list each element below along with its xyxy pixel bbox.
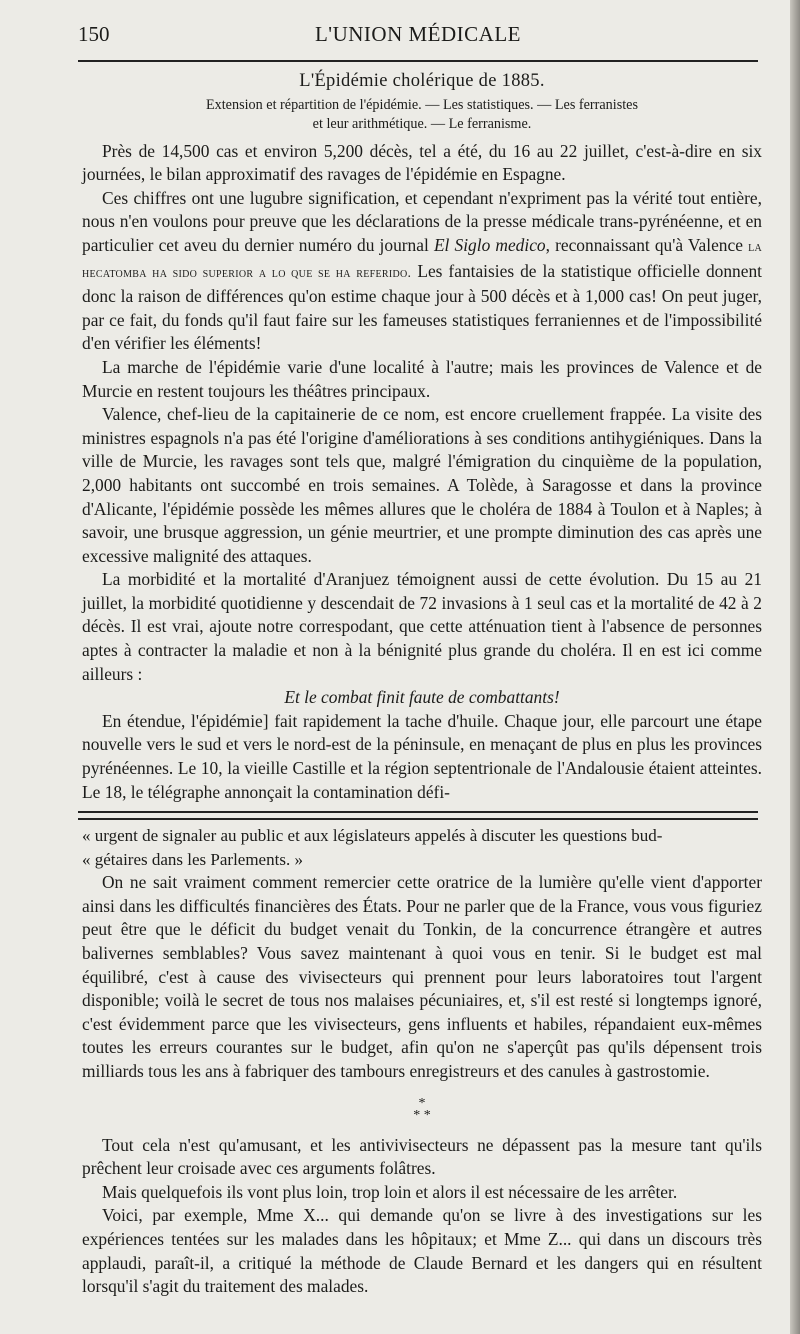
header-rule <box>78 60 758 62</box>
paragraph-4: Valence, chef-lieu de la capitainerie de ce nom, est encore cruellement frappée. La visite des ministres espagnols n'a pas été l'origine d'améliorations à ses conditions antihygiéniques. Dans la ville de Murcie, les ravages sont tels que, malgré l'émigration du cinquième de la population, 2,000 habitants ont succombé en trois semaines. A Tolède, à Saragosse et dans la province d'Alicante, l'épidémie possède les mêmes allures que le choléra de 1884 à Toulon et à Naples; à savoir, une brusque aggression, un génie meurtrier, et une prompte diminution des cas après une excessive malignité des attaques. <box>82 404 762 566</box>
lower-paragraph-3: Mais quelquefois ils vont plus loin, trop loin et alors il est nécessaire de les arrêter. <box>102 1181 678 1202</box>
article-subtitle <box>82 96 762 134</box>
asterism-bottom: * * <box>413 1107 431 1123</box>
paragraph-3: La marche de l'épidémie varie d'une localité à l'autre; mais les provinces de Valence et de Murcie en restent toujours les théâtres principaux. <box>82 356 762 401</box>
page-edge-shadow <box>790 0 800 1334</box>
article-lower <box>82 824 762 1299</box>
journal-name: El Siglo medico <box>433 234 546 255</box>
paragraph-5: La morbidité et la mortalité d'Aranjuez témoignent aussi de cette évolution. Du 15 au 21 juillet, la morbidité quotidienne y descendait de 72 invasions à 1 seul cas et la mortalité de 42 à 2 décès. Il est vrai, ajoute notre correspodant, que cette atténuation tient à l'absence de personnes aptes à contracter la maladie et non à la bénignité plus grande du choléra. Il en est ici comme ailleurs : <box>82 569 762 684</box>
article-upper <box>82 70 762 804</box>
asterism <box>82 1095 762 1123</box>
paragraph-2-a: Ces chiffres ont une lugubre signification, et cependant n'expriment pas la vérité tout entière, nous n'en voulons pour preuve que les déclarations de la presse médicale trans-pyrénéenne, et en particulier cet aveu du dernier numéro du journal <box>82 187 762 255</box>
lower-paragraph-2: Tout cela n'est qu'amusant, et les antivivisecteurs ne dépassent pas la mesure tant qu'ils prêchent leur croisade avec ces arguments folâtres. <box>82 1134 762 1179</box>
verse-quote: Et le combat finit faute de combattants! <box>284 687 560 708</box>
subtitle-line-2: et leur arithmétique. — Le ferranisme. <box>312 115 532 132</box>
spanish-quote: la hecatomba ha sido superior a lo que se ha referido. <box>82 239 762 281</box>
lower-paragraph-1: On ne sait vraiment comment remercier cette oratrice de la lumière qu'elle vient d'apporter ainsi dans les difficultés financières des États. Pour ne parler que de la France, vous vous figuriez peut être que le déficit du budget venait du Tonkin, de la concurrence étrangère et autres balivernes semblables? Vous savez maintenant à quoi vous en tenir. Si le budget est mal équilibré, c'est à cause des vivisecteurs qui prennent pour leurs laboratoires tout l'argent disponible; voilà le secret de tous nos malaises pécuniaires, et, s'il est resté si longtemps ignoré, c'est évidemment parce que les vivisecteurs, gens influents et habiles, répandaient eux-mêmes toutes les erreurs courantes sur le budget, afin qu'on ne s'aperçût pas qu'ils dépensent trois milliards tous les ans à fabriquer des tambours enregistreurs et des canules à gastrostomie. <box>82 872 762 1081</box>
running-header <box>78 22 758 50</box>
paragraph-2 <box>82 187 762 356</box>
journal-title: L'UNION MÉDICALE <box>314 22 521 46</box>
paragraph-2-b: , reconnaissant qu'à Valence <box>545 234 749 255</box>
article-title: L'Épidémie cholérique de 1885. <box>299 71 545 91</box>
subtitle-line-1: Extension et répartition de l'épidémie. — Les statistiques. — Les ferranistes <box>205 96 638 113</box>
paragraph-6: En étendue, l'épidémie] fait rapidement la tache d'huile. Chaque jour, elle parcourt une étape nouvelle vers le sud et vers le nord-est de la péninsule, en menaçant de plus en plus les provinces pyrénéennes. Le 10, la vieille Castille et la région septentrionale de l'Andalousie étaient atteintes. Le 18, le télégraphe annonçait la contamination défi- <box>82 710 762 802</box>
quote-line-1: « urgent de signaler au public et aux législateurs appelés à discuter les questions bud- <box>82 826 663 845</box>
quote-line-2: « gétaires dans les Parlements. » <box>82 849 303 869</box>
lower-paragraph-4: Voici, par exemple, Mme X... qui demande qu'on se livre à des investigations sur les expériences tentées sur les malades dans les hôpitaux; et Mme Z... qui dans un discours très applaudi, paraît-il, a critiqué la méthode de Claude Bernard et les dangers qui en résultent lorsqu'il s'agit du traitement des malades. <box>82 1205 762 1297</box>
page-number: 150 <box>78 22 110 46</box>
paragraph-1: Près de 14,500 cas et environ 5,200 décès, tel a été, du 16 au 22 juillet, c'est-à-dire en six journées, le bilan approximatif des ravages de l'épidémie en Espagne. <box>82 140 762 185</box>
asterism-top: * <box>418 1095 426 1111</box>
section-double-rule <box>78 811 758 820</box>
paragraph-2-c: Les fantaisies de la statistique officielle donnent donc la raison de différences qu'on estime chaque jour à 500 décès et à 1,000 cas! On peut juger, par ce fait, du fonds qu'il faut faire sur les fameuses statistiques ferraniennes et de l'impossibilité d'en vérifier les éléments! <box>82 260 762 354</box>
